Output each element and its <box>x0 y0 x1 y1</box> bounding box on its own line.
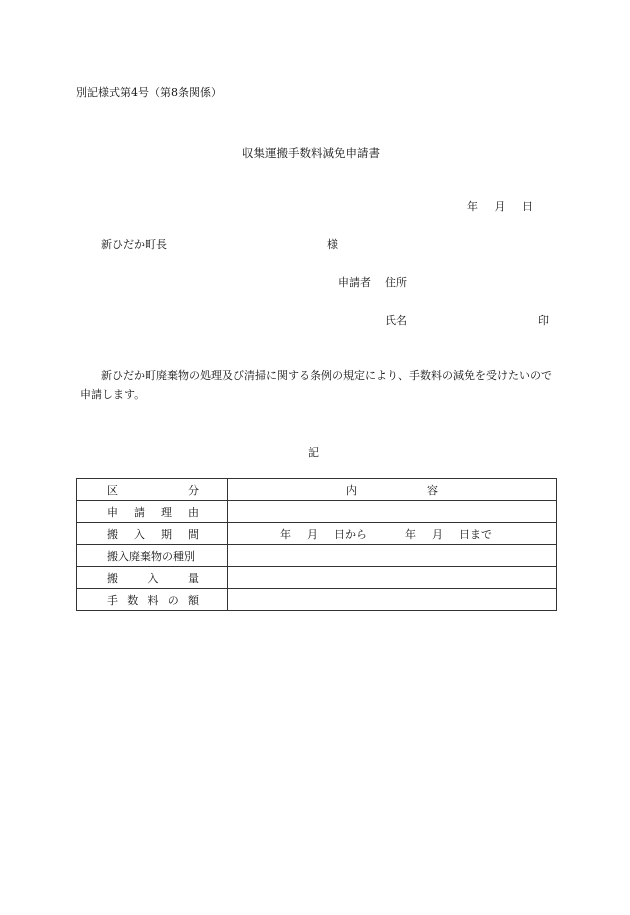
form-number: 別記様式第4号（第8条関係） <box>76 86 222 99</box>
row-value-amount[interactable] <box>228 567 557 589</box>
table-row <box>77 589 557 611</box>
row-label-reason <box>77 501 228 523</box>
period-month-from: 月 <box>307 527 318 541</box>
honorific: 様 <box>327 238 338 251</box>
header-content <box>228 479 557 501</box>
label-char: 量 <box>188 571 199 585</box>
addressee: 新ひだか町長 <box>101 238 167 251</box>
date-year: 年 <box>467 200 478 213</box>
period-month-to: 月 <box>432 527 443 541</box>
header-category <box>77 479 228 501</box>
table-row <box>77 501 557 523</box>
label-char: 入 <box>147 571 159 585</box>
label-char: 額 <box>188 593 199 607</box>
label-char: 入 <box>134 527 145 541</box>
header-right-char: 容 <box>427 483 438 497</box>
name-label: 氏名 <box>385 314 407 327</box>
header-left-char: 分 <box>188 483 199 497</box>
address-label: 住所 <box>385 276 407 289</box>
label-char: 手 <box>107 593 118 607</box>
label-char: 搬 <box>107 571 118 585</box>
row-value-reason[interactable] <box>228 501 557 523</box>
label-char: 搬 <box>107 527 118 541</box>
date-day: 日 <box>522 200 533 213</box>
label-char: 理 <box>161 505 172 519</box>
row-label-period <box>77 523 228 545</box>
document-title: 収集運搬手数料減免申請書 <box>242 146 380 160</box>
label-char: 申 <box>107 505 118 519</box>
date-month: 月 <box>494 200 506 213</box>
table-row <box>77 545 557 567</box>
row-label-amount <box>77 567 228 589</box>
ki-label: 記 <box>308 446 319 459</box>
label-char: 数 <box>127 593 139 607</box>
period-year-from: 年 <box>280 527 291 541</box>
label-char: 間 <box>188 527 199 541</box>
period-day-to: 日まで <box>459 527 492 541</box>
row-value-period[interactable] <box>228 523 557 545</box>
label-char: 料 <box>147 593 159 607</box>
row-value-fee[interactable] <box>228 589 557 611</box>
label-char: 期 <box>161 527 172 541</box>
row-value-waste-type[interactable] <box>228 545 557 567</box>
table-header-row <box>77 479 557 501</box>
detail-table <box>76 478 557 611</box>
row-label-waste-type: 搬入廃棄物の種別 <box>77 545 228 567</box>
seal-label: 印 <box>538 314 549 327</box>
applicant-label: 申請者 <box>338 276 371 289</box>
row-label-fee <box>77 589 228 611</box>
label-char: 請 <box>134 505 145 519</box>
table-row <box>77 523 557 545</box>
header-left-char: 区 <box>107 483 118 497</box>
period-day-from: 日から <box>334 527 367 541</box>
header-right-char: 内 <box>346 483 357 497</box>
label-char: の <box>167 593 179 607</box>
table-row <box>77 567 557 589</box>
body-text: 新ひだか町廃棄物の処理及び清掃に関する条例の規定により、手数料の減免を受けたいので申請します。 <box>80 369 552 401</box>
period-year-to: 年 <box>405 527 416 541</box>
date-line <box>467 198 533 214</box>
label-char: 由 <box>188 505 199 519</box>
